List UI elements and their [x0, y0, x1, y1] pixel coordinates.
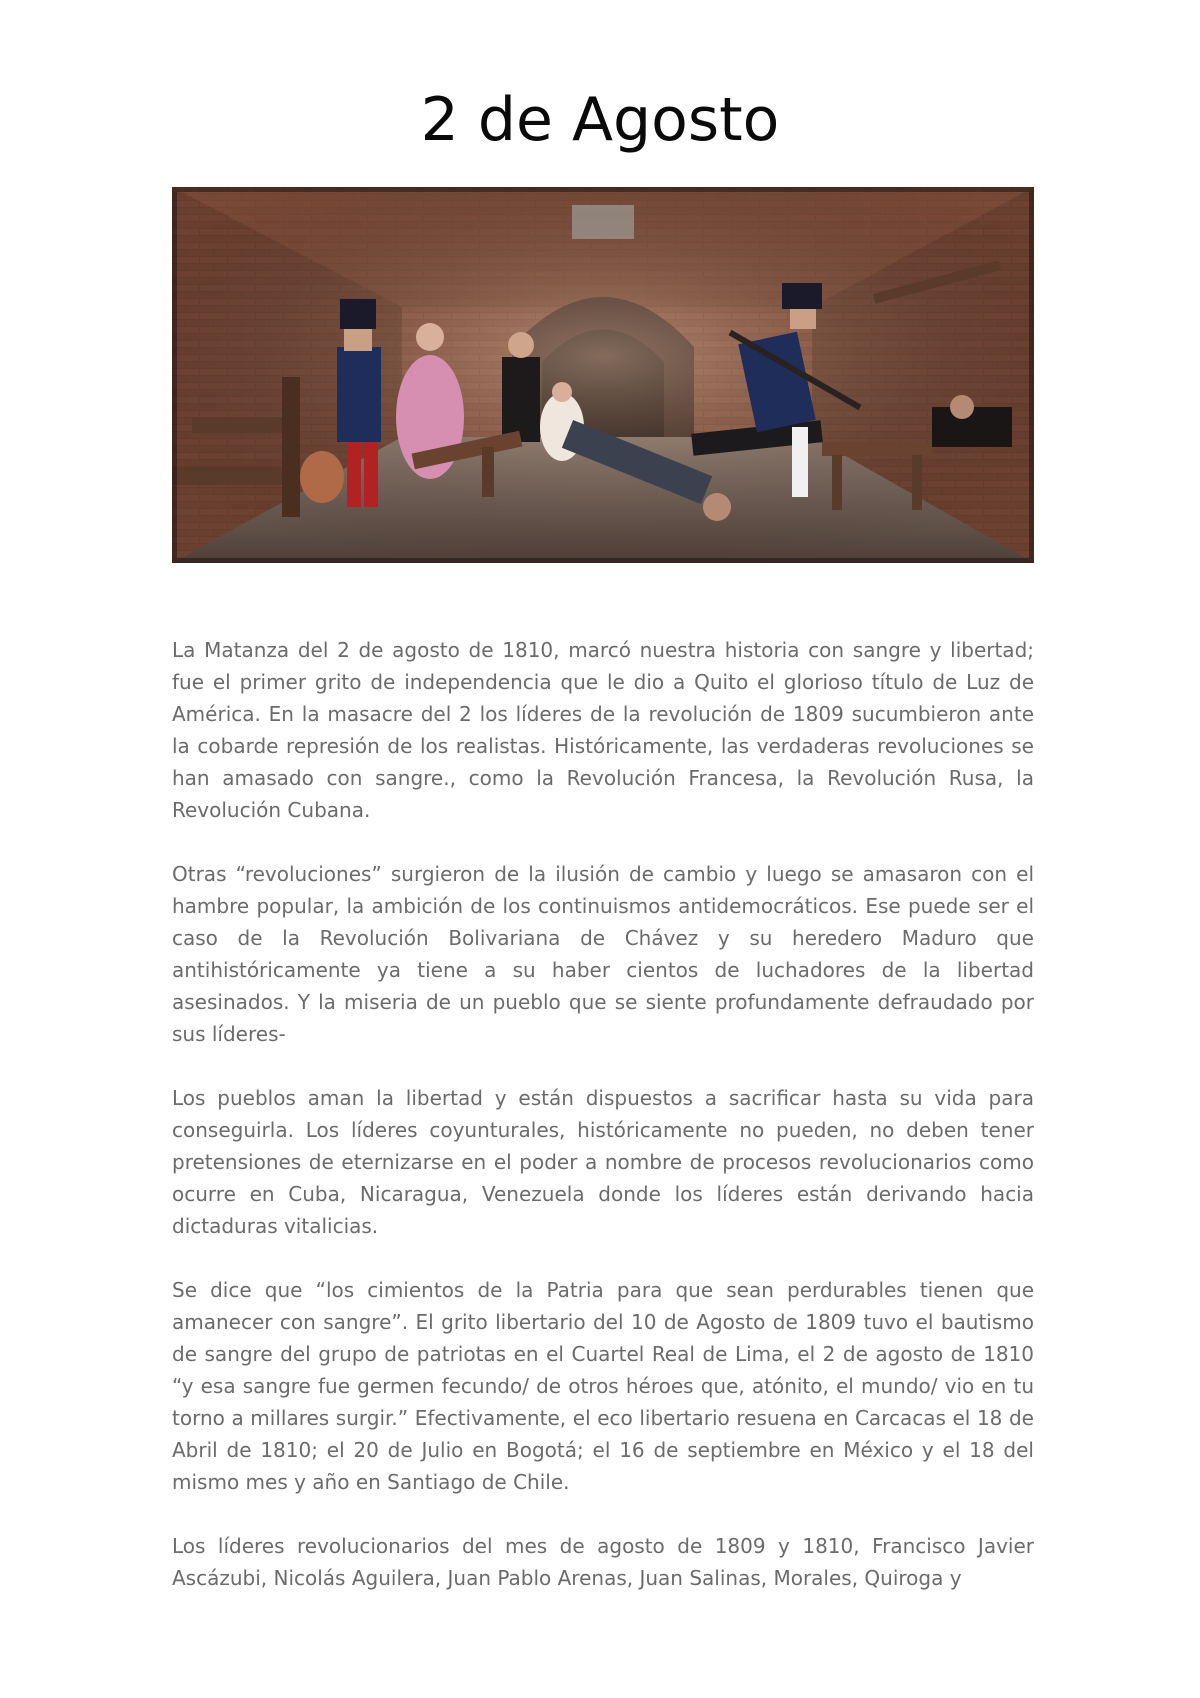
- paragraph-4: Se dice que “los cimientos de la Patria para que sean perdurables tienen que amanecer con sangre”. El grito libertario del 10 de Agosto de 1809 tuvo el bautismo de sangre del grupo de patriotas en el Cuartel Real de Lima, el 2 de agosto de 1810 “y esa sangre fue germen fecundo/ de otros héroes que, atónito, el mundo/ vio en tu torno a millares surgir.” Efectivamente, el eco libertario resuena en Carcacas el 18 de Abril de 1810; el 20 de Julio en Bogotá; el 16 de septiembre en México y el 18 del mismo mes y año en Santiago de Chile.: [172, 1278, 1034, 1494]
- diorama-illustration: [172, 187, 1034, 563]
- paragraph-1: La Matanza del 2 de agosto de 1810, marcó nuestra historia con sangre y libertad; fue el primer grito de independencia que le dio a Quito el glorioso título de Luz de América. En la masacre del 2 los líderes de la revolución de 1809 sucumbieron ante la cobarde represión de los realistas. Históricamente, las verdaderas revoluciones se han amasado con sangre., como la Revolución Francesa, la Revolución Rusa, la Revolución Cubana.: [172, 638, 1034, 822]
- page-title: 2 de Agosto: [420, 85, 780, 155]
- paragraph-2: Otras “revoluciones” surgieron de la ilusión de cambio y luego se amasaron con el hambre popular, la ambición de los continuismos antidemocráticos. Ese puede ser el caso de la Revolución Bolivariana de Chávez y su heredero Maduro que antihistóricamente ya tiene a su haber cientos de luchadores de la libertad asesinados. Y la miseria de un pueblo que se siente profundamente defraudado por sus líderes-: [172, 862, 1034, 1046]
- museum-diorama-photo: [172, 187, 1034, 563]
- article-body: [172, 634, 1034, 1626]
- paragraph-5: Los líderes revolucionarios del mes de agosto de 1809 y 1810, Francisco Javier Ascázubi, Nicolás Aguilera, Juan Pablo Arenas, Juan Salinas, Morales, Quiroga y: [172, 1534, 1034, 1590]
- paragraph-3: Los pueblos aman la libertad y están dispuestos a sacrificar hasta su vida para conseguirla. Los líderes coyunturales, históricamente no pueden, no deben tener pretensiones de eternizarse en el poder a nombre de procesos revolucionarios como ocurre en Cuba, Nicaragua, Venezuela donde los líderes están derivando hacia dictaduras vitalicias.: [172, 1086, 1034, 1238]
